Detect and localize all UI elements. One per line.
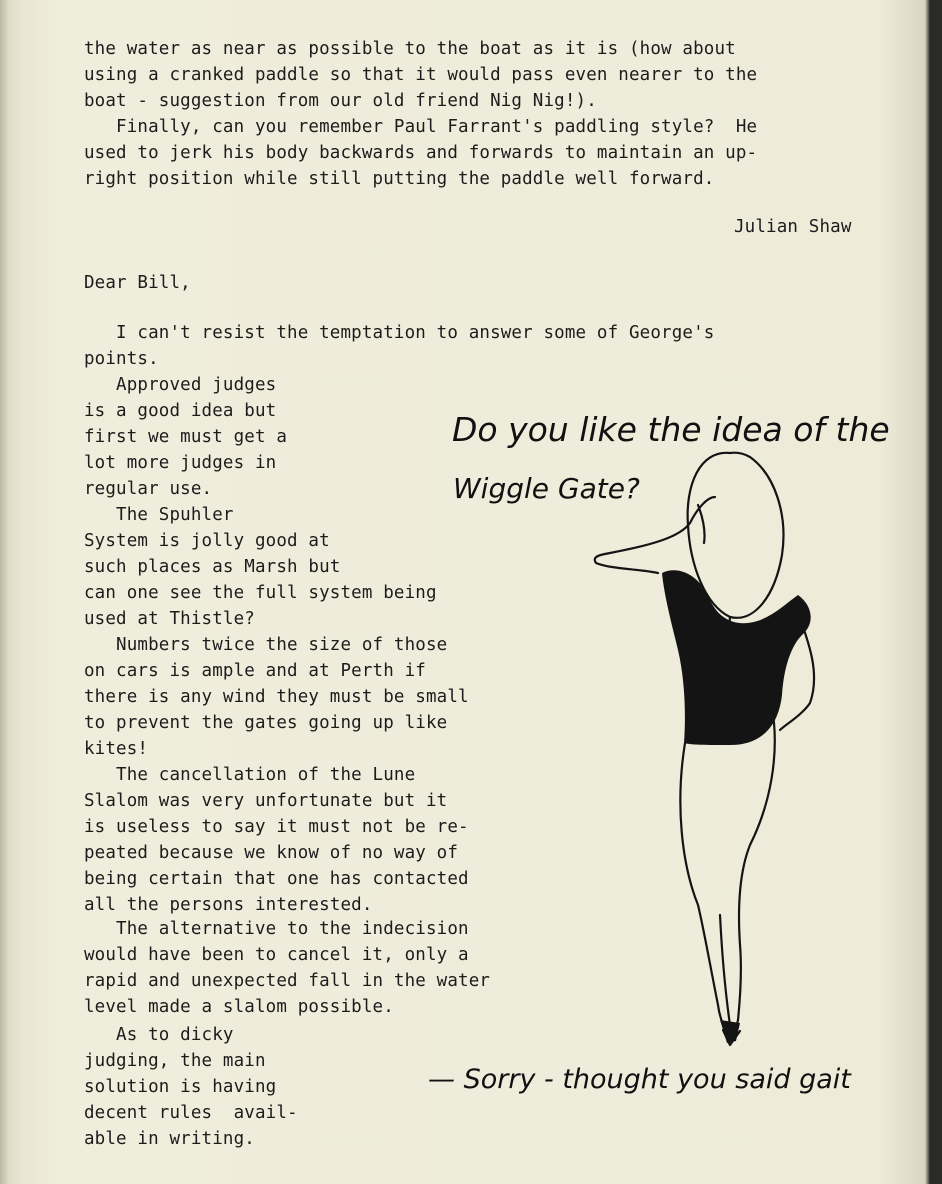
letter2-line: such places as Marsh but bbox=[84, 557, 341, 577]
letter2-line: to prevent the gates going up like bbox=[84, 713, 448, 733]
letter2-line: points. bbox=[84, 349, 159, 369]
letter2-line: there is any wind they must be small bbox=[84, 687, 469, 707]
cartoon-caption-line2: Wiggle Gate? bbox=[453, 472, 640, 505]
page-spine-shadow bbox=[0, 0, 10, 1184]
letter1-line: using a cranked paddle so that it would pass even nearer to the bbox=[84, 65, 758, 85]
letter2-line: The Spuhler bbox=[84, 505, 234, 525]
letter2-line: Numbers twice the size of those bbox=[84, 635, 448, 655]
letter2-line: Approved judges bbox=[84, 375, 277, 395]
letter2-line: rapid and unexpected fall in the water bbox=[84, 971, 491, 991]
letter2-line: The cancellation of the Lune bbox=[84, 765, 416, 785]
letter2-line: As to dicky bbox=[84, 1025, 234, 1045]
letter2-line: able in writing. bbox=[84, 1129, 255, 1149]
letter2-line: is useless to say it must not be re- bbox=[84, 817, 469, 837]
letter1-line: right position while still putting the paddle well forward. bbox=[84, 169, 715, 189]
letter2-line: used at Thistle? bbox=[84, 609, 255, 629]
letter2-line: being certain that one has contacted bbox=[84, 869, 469, 889]
letter1-line: boat - suggestion from our old friend Nig Nig!). bbox=[84, 91, 597, 111]
letter1-line: used to jerk his body backwards and forwards to maintain an up- bbox=[84, 143, 758, 163]
letter2-line: I can't resist the temptation to answer some of George's bbox=[84, 323, 715, 343]
letter2-line: is a good idea but bbox=[84, 401, 277, 421]
letter2-line: all the persons interested. bbox=[84, 895, 373, 915]
letter1-line: Finally, can you remember Paul Farrant's paddling style? He bbox=[84, 117, 758, 137]
letter2-line: Slalom was very unfortunate but it bbox=[84, 791, 448, 811]
cartoon-caption-line1: Do you like the idea of the bbox=[452, 410, 890, 449]
letter2-line: The alternative to the indecision bbox=[84, 919, 469, 939]
letter2-line: kites! bbox=[84, 739, 149, 759]
cartoon-woman-illustration bbox=[580, 445, 840, 1055]
letter2-salutation: Dear Bill, bbox=[84, 273, 191, 293]
letter2-line: would have been to cancel it, only a bbox=[84, 945, 469, 965]
letter2-line: System is jolly good at bbox=[84, 531, 330, 551]
letter2-line: regular use. bbox=[84, 479, 213, 499]
letter2-line: decent rules avail- bbox=[84, 1103, 298, 1123]
letter2-line: lot more judges in bbox=[84, 453, 277, 473]
letter2-line: can one see the full system being bbox=[84, 583, 437, 603]
letter2-line: judging, the main bbox=[84, 1051, 266, 1071]
letter2-line: first we must get a bbox=[84, 427, 288, 447]
letter2-line: level made a slalom possible. bbox=[84, 997, 394, 1017]
letter1-signature: Julian Shaw bbox=[734, 217, 852, 237]
cartoon-bottom-caption: — Sorry - thought you said gait bbox=[428, 1064, 851, 1095]
letter2-line: peated because we know of no way of bbox=[84, 843, 459, 863]
letter2-line: solution is having bbox=[84, 1077, 277, 1097]
letter2-line: on cars is ample and at Perth if bbox=[84, 661, 426, 681]
letter1-line: the water as near as possible to the boat as it is (how about bbox=[84, 39, 736, 59]
